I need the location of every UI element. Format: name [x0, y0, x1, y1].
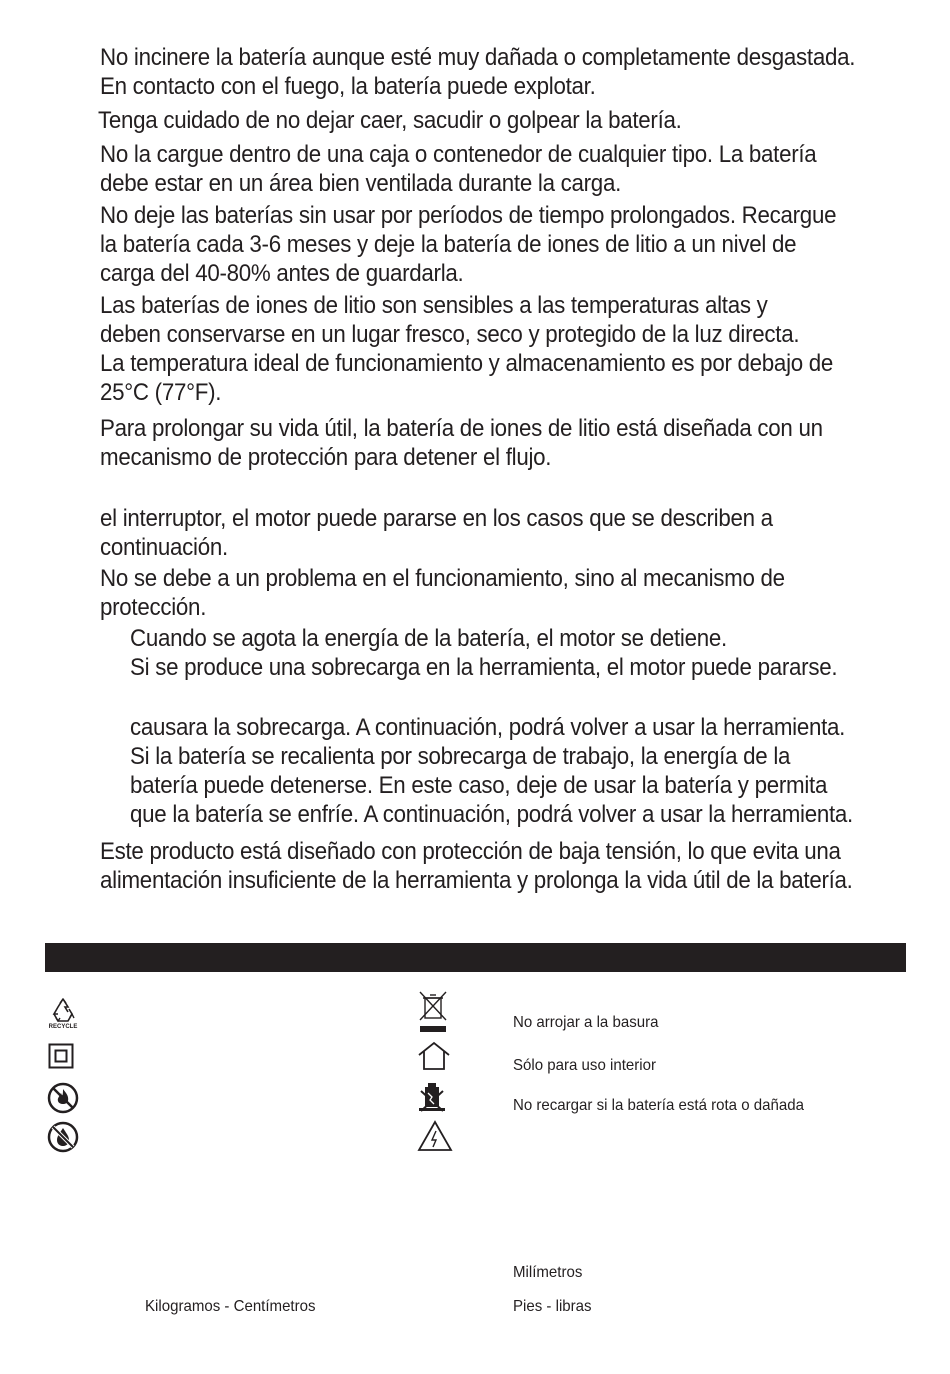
text-line: No deje las baterías sin usar por períodos de tiempo prolongados. Recargue	[100, 202, 837, 229]
recycle-icon	[48, 997, 78, 1029]
para-incinerate-warning	[100, 43, 856, 101]
damaged-battery-icon	[417, 1081, 447, 1113]
text-line: causara la sobrecarga. A continuación, podrá volver a usar la herramienta.	[130, 714, 846, 741]
text-line: batería puede detenerse. En este caso, deje de usar la batería y permita	[130, 772, 828, 799]
text-line: 25°C (77°F).	[100, 379, 222, 406]
para-overload-overheat	[130, 713, 883, 829]
text-line: carga del 40-80% antes de guardarla.	[100, 260, 464, 287]
text-line: mecanismo de protección para detener el flujo.	[100, 444, 552, 471]
text-line: el interruptor, el motor puede pararse en los casos que se describen a	[100, 505, 773, 532]
section-header-band	[45, 943, 906, 972]
no-water-icon	[47, 1121, 79, 1153]
para-switch-stop	[100, 504, 853, 562]
crossed-bin-icon	[418, 990, 448, 1034]
unit-millimeters: Milímetros	[513, 1264, 583, 1281]
text-line: No la cargue dentro de una caja o contenedor de cualquier tipo. La batería	[100, 141, 817, 168]
indoor-house-icon	[417, 1041, 451, 1071]
no-fire-icon	[47, 1082, 79, 1114]
text-line: la batería cada 3-6 meses y deje la batería de iones de litio a un nivel de	[100, 231, 797, 258]
no-recharge-damaged-label: No recargar si la batería está rota o dañada	[513, 1097, 804, 1114]
para-low-voltage	[100, 837, 853, 895]
text-line: La temperatura ideal de funcionamiento y almacenamiento es por debajo de	[100, 350, 834, 377]
text-line: Para prolongar su vida útil, la batería de iones de litio está diseñada con un	[100, 415, 823, 442]
double-insulation-icon	[48, 1043, 74, 1069]
no-trash-label: No arrojar a la basura	[513, 1014, 659, 1031]
text-line: En contacto con el fuego, la batería puede explotar.	[100, 73, 596, 100]
para-charging-ventilation	[100, 140, 853, 198]
para-storage-recharge	[100, 201, 853, 288]
text-line: No se debe a un problema en el funcionamiento, sino al mecanismo de	[100, 565, 785, 592]
text-line: No incinere la batería aunque esté muy dañada o completamente desgastada.	[100, 44, 856, 71]
text-line: alimentación insuficiente de la herramienta y prolonga la vida útil de la batería.	[100, 867, 853, 894]
text-line: Cuando se agota la energía de la batería, el motor se detiene.	[130, 625, 727, 652]
text-line: protección.	[100, 594, 207, 621]
indoor-only-label: Sólo para uso interior	[513, 1057, 656, 1074]
text-line: continuación.	[100, 534, 228, 561]
para-temperature	[100, 291, 853, 407]
text-line: Si la batería se recalienta por sobrecarga de trabajo, la energía de la	[130, 743, 791, 770]
unit-kg-cm: Kilogramos - Centímetros	[145, 1298, 316, 1315]
recycle-label: RECYCLE	[48, 1024, 78, 1029]
text-line: Este producto está diseñado con protección de baja tensión, lo que evita una	[100, 838, 841, 865]
text-line: deben conservarse en un lugar fresco, seco y protegido de la luz directa.	[100, 321, 800, 348]
para-cases	[130, 624, 883, 682]
unit-feet-pounds: Pies - libras	[513, 1298, 592, 1315]
text-line: Si se produce una sobrecarga en la herramienta, el motor puede pararse.	[130, 654, 838, 681]
para-protection-mechanism	[100, 414, 853, 472]
para-not-malfunction	[100, 564, 853, 622]
text-line: debe estar en un área bien ventilada durante la carga.	[100, 170, 622, 197]
electric-warning-icon	[417, 1120, 453, 1152]
text-line: que la batería se enfríe. A continuación, podrá volver a usar la herramienta.	[130, 801, 853, 828]
para-drop-warning	[98, 106, 851, 135]
text-line: Tenga cuidado de no dejar caer, sacudir o golpear la batería.	[98, 107, 682, 134]
text-line: Las baterías de iones de litio son sensibles a las temperaturas altas y	[100, 292, 768, 319]
